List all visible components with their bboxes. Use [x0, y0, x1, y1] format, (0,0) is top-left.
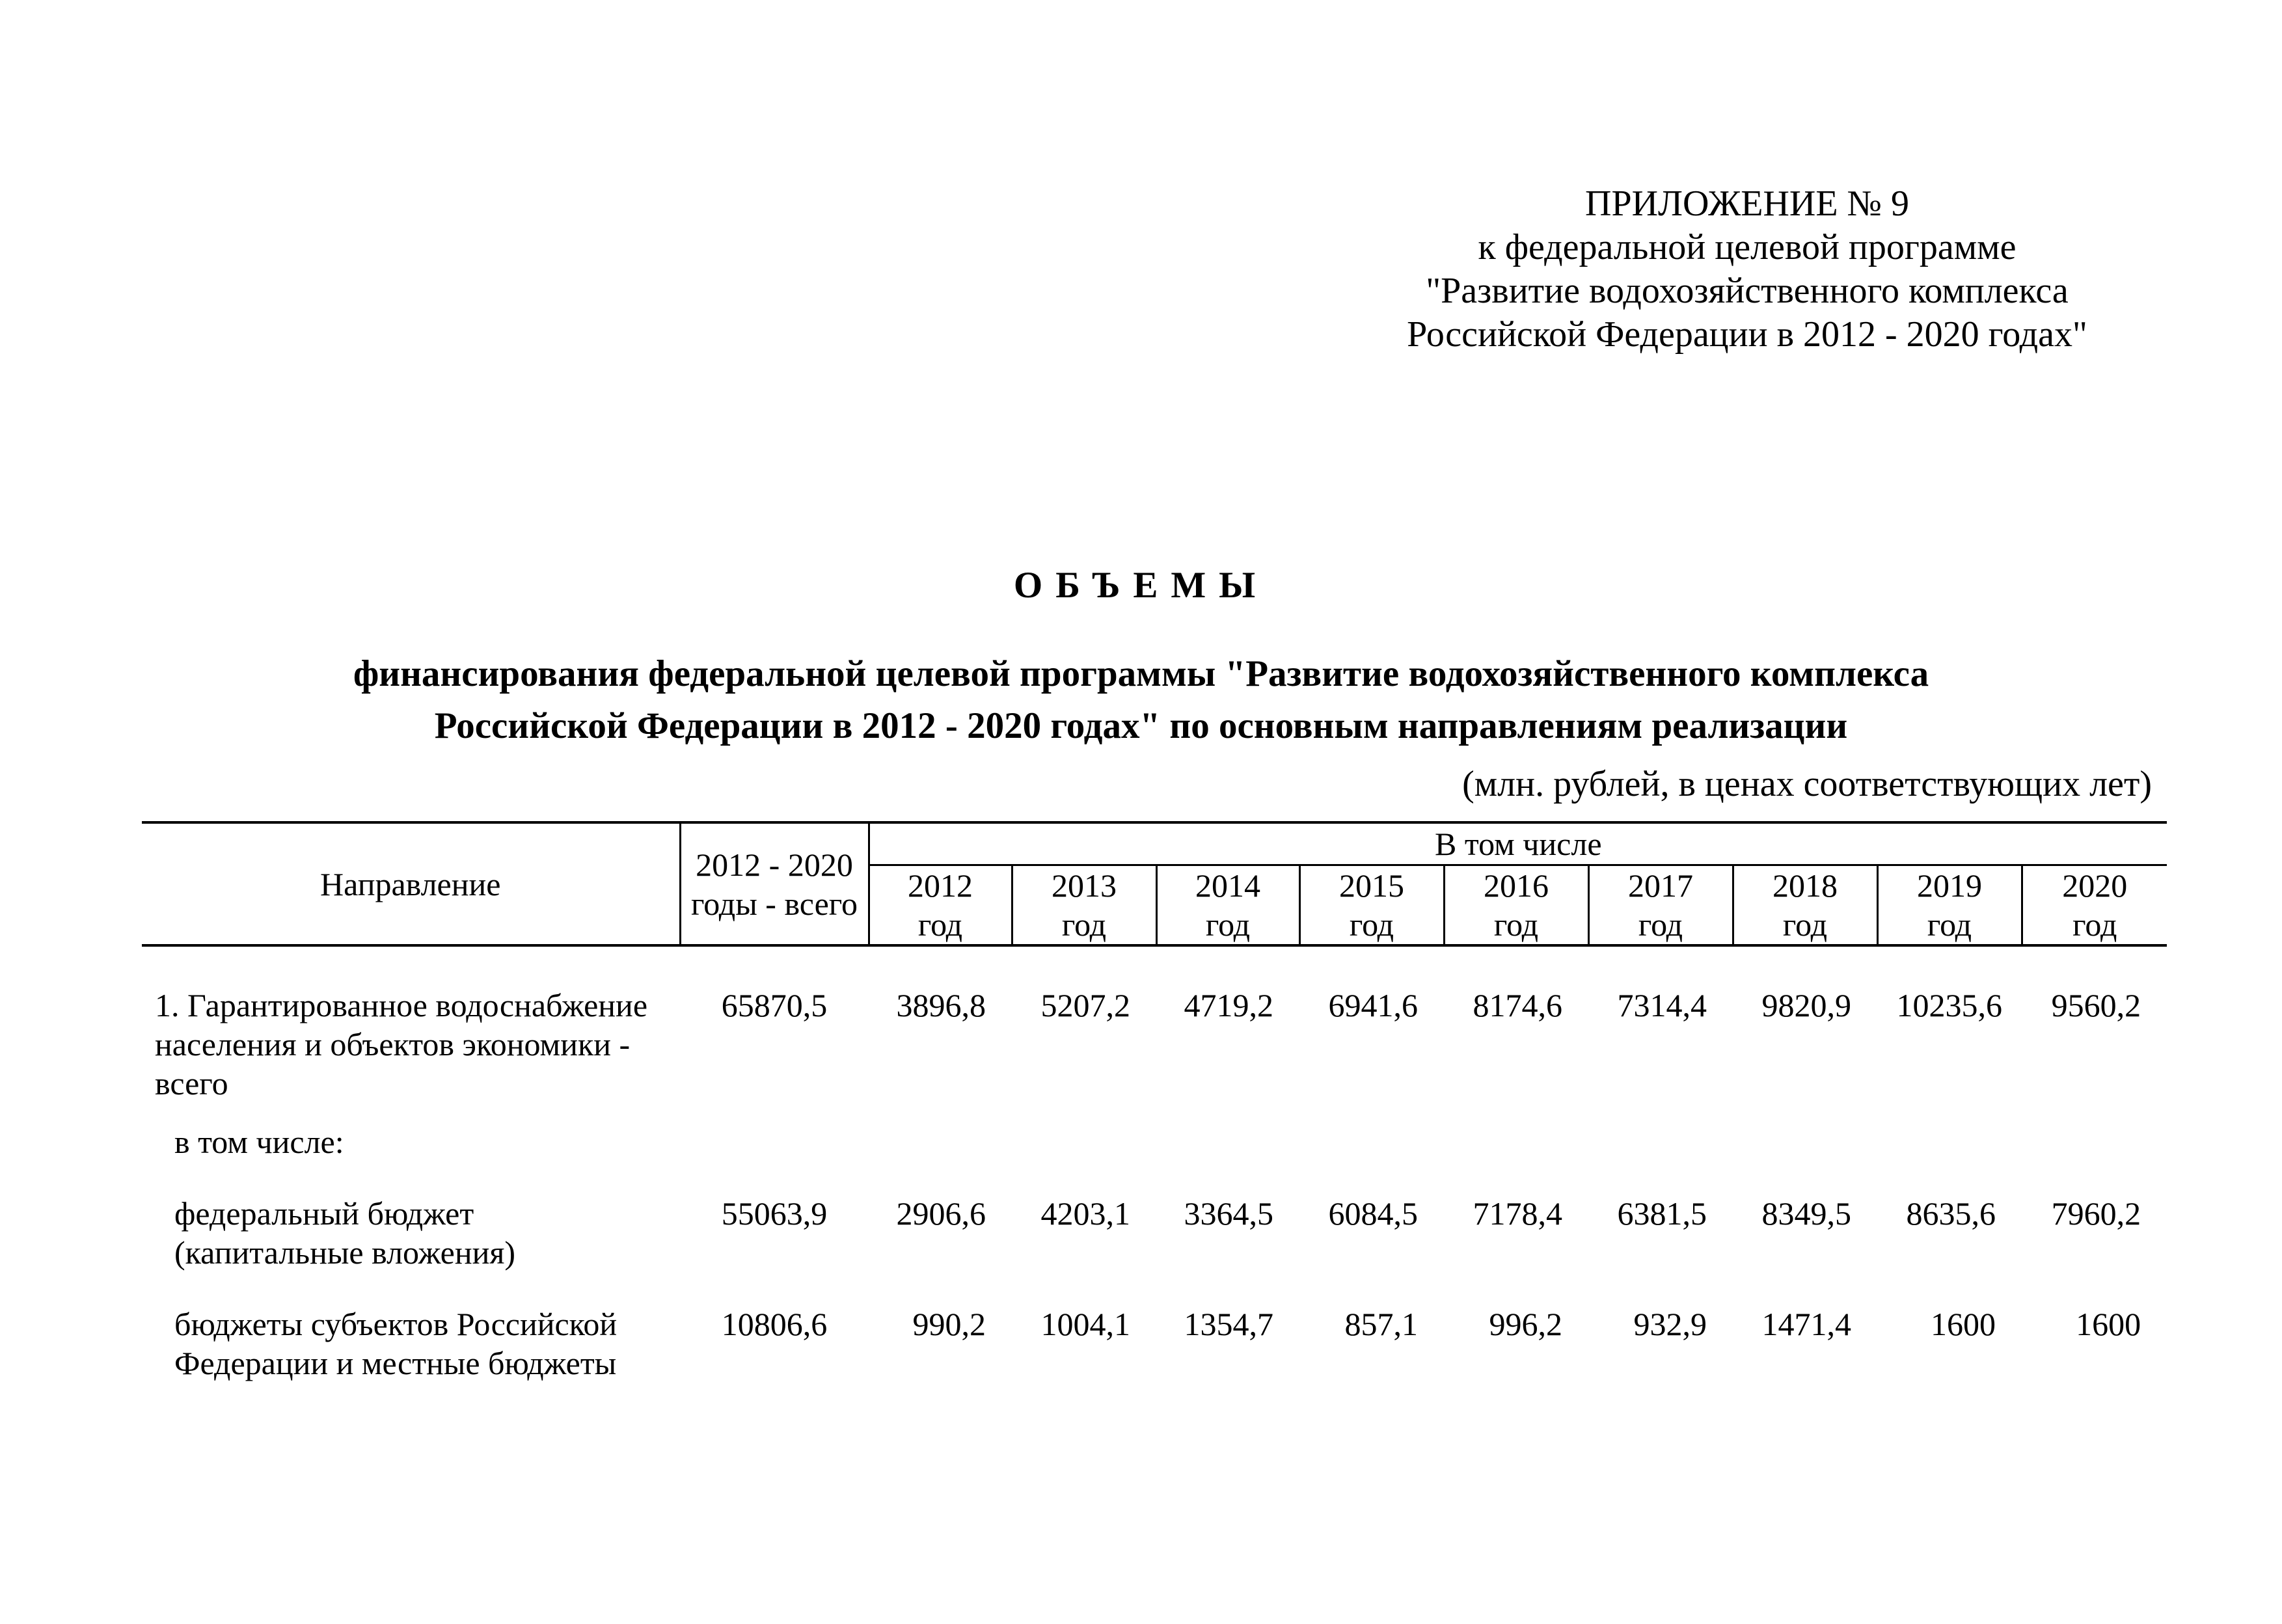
cell-2016: 8174,6 [1473, 987, 1562, 1023]
cell-total: 55063,9 [721, 1195, 828, 1232]
header-year-2013: 2013 год [1012, 865, 1156, 946]
cell-2015: 6941,6 [1328, 987, 1418, 1023]
cell-2017: 6381,5 [1617, 1195, 1707, 1232]
cell-2013: 4203,1 [1040, 1195, 1130, 1232]
cell-2019: 1600 [1931, 1306, 1996, 1342]
document-heading [0, 560, 2282, 752]
row-label-regional-budgets: бюджеты субъектов Российской Федерации и местные бюджеты [174, 1306, 618, 1381]
header-total-label: годы - всего [690, 885, 858, 922]
cell-2013: 5207,2 [1040, 987, 1130, 1023]
header-total [680, 822, 869, 945]
header-direction: Направление [142, 822, 680, 945]
cell-total: 65870,5 [721, 987, 828, 1023]
cell-2013: 1004,1 [1040, 1306, 1130, 1342]
table-row [142, 1109, 2167, 1174]
header-year-2016: 2016 год [1444, 865, 1588, 946]
table-row [142, 945, 2167, 1109]
header-year-2012: 2012 год [869, 865, 1012, 946]
document-subtitle-line-2: Российской Федерации в 2012 - 2020 годах" по основным направлениям реализации [434, 705, 1848, 746]
units-note: (млн. рублей, в ценах соответствующих лет) [1462, 764, 2152, 804]
cell-2014: 3364,5 [1184, 1195, 1273, 1232]
cell-total: 10806,6 [721, 1306, 828, 1342]
annex-program-name-2: Российской Федерации в 2012 - 2020 годах" [1407, 314, 2087, 355]
header-year-2017: 2017 год [1588, 865, 1733, 946]
row-label-water-supply-total: 1. Гарантированное водоснабжение населения и объектов экономики - всего [155, 987, 648, 1102]
cell-2019: 8635,6 [1906, 1195, 1996, 1232]
annex-program-name-1: "Развитие водохозяйственного комплекса [1426, 271, 2069, 311]
cell-2017: 932,9 [1633, 1306, 1707, 1342]
document-title: ОБЪЕМЫ [1013, 565, 1269, 606]
cell-2016: 7178,4 [1473, 1195, 1562, 1232]
cell-2018: 1471,4 [1761, 1306, 1851, 1342]
empty-cells [680, 1109, 2167, 1174]
cell-2015: 857,1 [1344, 1306, 1418, 1342]
annex-header [1334, 182, 2160, 357]
header-group-including: В том числе [869, 822, 2167, 865]
annex-reference: к федеральной целевой программе [1478, 227, 2017, 267]
cell-2018: 8349,5 [1761, 1195, 1851, 1232]
cell-2020: 1600 [2076, 1306, 2141, 1342]
annex-number: ПРИЛОЖЕНИЕ № 9 [1585, 183, 1909, 224]
cell-2014: 4719,2 [1184, 987, 1273, 1023]
cell-2020: 9560,2 [2051, 987, 2141, 1023]
cell-2012: 2906,6 [896, 1195, 986, 1232]
header-year-2020: 2020 год [2022, 865, 2167, 946]
cell-2016: 996,2 [1489, 1306, 1562, 1342]
cell-2018: 9820,9 [1761, 987, 1851, 1023]
table-row [142, 1292, 2167, 1402]
funding-table [142, 821, 2167, 1402]
cell-2017: 7314,4 [1617, 987, 1707, 1023]
row-label-federal-budget: федеральный бюджет (капитальные вложения) [174, 1195, 516, 1271]
header-year-2015: 2015 год [1299, 865, 1444, 946]
table-row [142, 1174, 2167, 1292]
header-total-range: 2012 - 2020 [696, 846, 853, 883]
row-label-including: в том числе: [174, 1124, 344, 1160]
header-year-2019: 2019 год [1877, 865, 2022, 946]
cell-2014: 1354,7 [1184, 1306, 1273, 1342]
cell-2012: 990,2 [912, 1306, 986, 1342]
header-year-2014: 2014 год [1156, 865, 1299, 946]
cell-2015: 6084,5 [1328, 1195, 1418, 1232]
header-year-2018: 2018 год [1733, 865, 1877, 946]
document-subtitle-line-1: финансирования федеральной целевой программы "Развитие водохозяйственного комплекса [353, 653, 1929, 694]
cell-2020: 7960,2 [2051, 1195, 2141, 1232]
cell-2019: 10235,6 [1896, 987, 2002, 1023]
cell-2012: 3896,8 [896, 987, 986, 1023]
